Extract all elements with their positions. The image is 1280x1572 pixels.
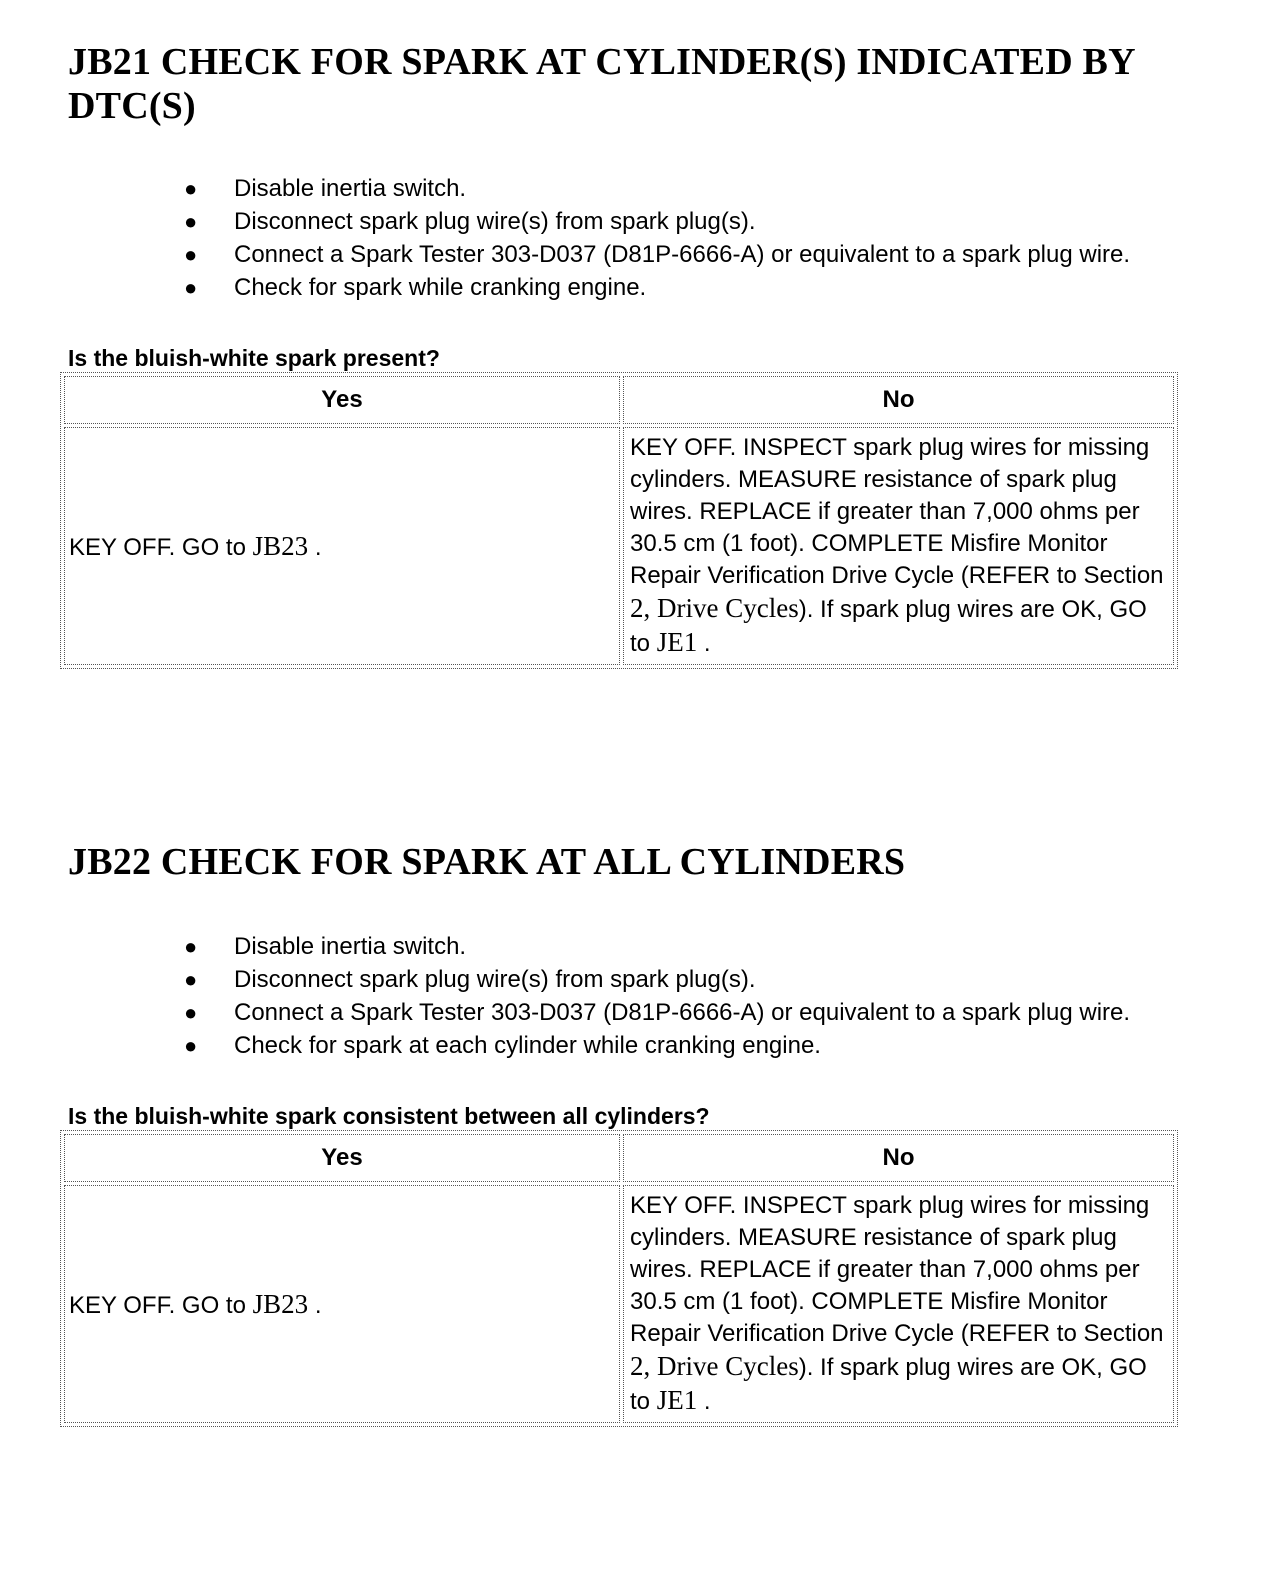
no-cell	[623, 1185, 1174, 1423]
yes-cell	[64, 1185, 620, 1423]
no-end: .	[703, 630, 711, 657]
yes-header: Yes	[64, 1134, 620, 1182]
step-item	[68, 930, 1214, 963]
no-header: No	[623, 376, 1174, 424]
decision-question: Is the bluish-white spark consistent between all cylinders?	[68, 1103, 710, 1129]
yes-text: KEY OFF. GO to	[69, 533, 246, 561]
link-je1[interactable]: JE1	[656, 1385, 698, 1415]
step-item	[68, 996, 1214, 1029]
table-header-row	[64, 1134, 1174, 1182]
bullet-icon: ●	[184, 209, 198, 234]
section-jb22	[68, 840, 1228, 1427]
no-mid: ). If spark plug wires are OK, GO to	[630, 1354, 1147, 1415]
bullet-icon: ●	[184, 275, 198, 300]
link-jb23[interactable]: JB23	[252, 1288, 309, 1319]
no-header: No	[623, 1134, 1174, 1182]
no-text: KEY OFF. INSPECT spark plug wires for missing cylinders. MEASURE resistance of spark plug wires. REPLACE if greater than 7,000 ohms per 30.5 cm (1 foot). COMPLETE Misfire Monitor Repair Verification Drive Cycle (REFER to Section	[630, 1192, 1164, 1347]
bullet-icon: ●	[184, 242, 198, 267]
no-text: KEY OFF. INSPECT spark plug wires for missing cylinders. MEASURE resistance of spark plug wires. REPLACE if greater than 7,000 ohms per 30.5 cm (1 foot). COMPLETE Misfire Monitor Repair Verification Drive Cycle (REFER to Section	[630, 434, 1164, 589]
bullet-icon: ●	[184, 1000, 198, 1025]
no-end: .	[703, 1388, 711, 1415]
yes-cell	[64, 427, 620, 665]
link-drive-cycles[interactable]: 2, Drive Cycles	[630, 1351, 799, 1381]
title-line-1: JB21 CHECK FOR SPARK AT CYLINDER(S) INDICATED BY	[68, 41, 1136, 83]
step-text: Disconnect spark plug wire(s) from spark plug(s).	[234, 208, 756, 235]
table-row	[64, 427, 1174, 665]
yes-end: .	[314, 533, 322, 561]
link-jb23[interactable]: JB23	[252, 530, 309, 561]
bullet-icon: ●	[184, 967, 198, 992]
step-item	[68, 963, 1214, 996]
section-title	[68, 40, 1228, 128]
title-line-1: JB22 CHECK FOR SPARK AT ALL CYLINDERS	[68, 841, 906, 883]
decision-question: Is the bluish-white spark present?	[68, 345, 440, 371]
yes-end: .	[314, 1291, 322, 1319]
step-text: Connect a Spark Tester 303-D037 (D81P-6666-A) or equivalent to a spark plug wire.	[234, 241, 1131, 268]
decision-table	[60, 1130, 1178, 1427]
bullet-icon: ●	[184, 934, 198, 959]
step-text: Connect a Spark Tester 303-D037 (D81P-6666-A) or equivalent to a spark plug wire.	[234, 999, 1131, 1026]
decision-table	[60, 372, 1178, 669]
step-item	[68, 1029, 1214, 1062]
bullet-icon: ●	[184, 1033, 198, 1058]
bullet-icon: ●	[184, 176, 198, 201]
link-je1[interactable]: JE1	[656, 627, 698, 657]
link-drive-cycles[interactable]: 2, Drive Cycles	[630, 593, 799, 623]
no-cell	[623, 427, 1174, 665]
step-text: Check for spark while cranking engine.	[234, 274, 647, 301]
section-jb21	[68, 40, 1228, 669]
title-line-2: DTC(S)	[68, 85, 196, 127]
step-text: Disable inertia switch.	[234, 933, 467, 960]
no-mid: ). If spark plug wires are OK, GO to	[630, 596, 1147, 657]
step-text: Disable inertia switch.	[234, 175, 467, 202]
step-list	[68, 172, 1228, 304]
step-list	[68, 930, 1228, 1062]
step-text: Check for spark at each cylinder while cranking engine.	[234, 1032, 821, 1059]
step-item	[68, 238, 1214, 271]
step-item	[68, 271, 1214, 304]
yes-text: KEY OFF. GO to	[69, 1291, 246, 1319]
step-item	[68, 205, 1214, 238]
section-title	[68, 840, 1228, 884]
step-text: Disconnect spark plug wire(s) from spark plug(s).	[234, 966, 756, 993]
table-header-row	[64, 376, 1174, 424]
table-row	[64, 1185, 1174, 1423]
step-item	[68, 172, 1214, 205]
yes-header: Yes	[64, 376, 620, 424]
